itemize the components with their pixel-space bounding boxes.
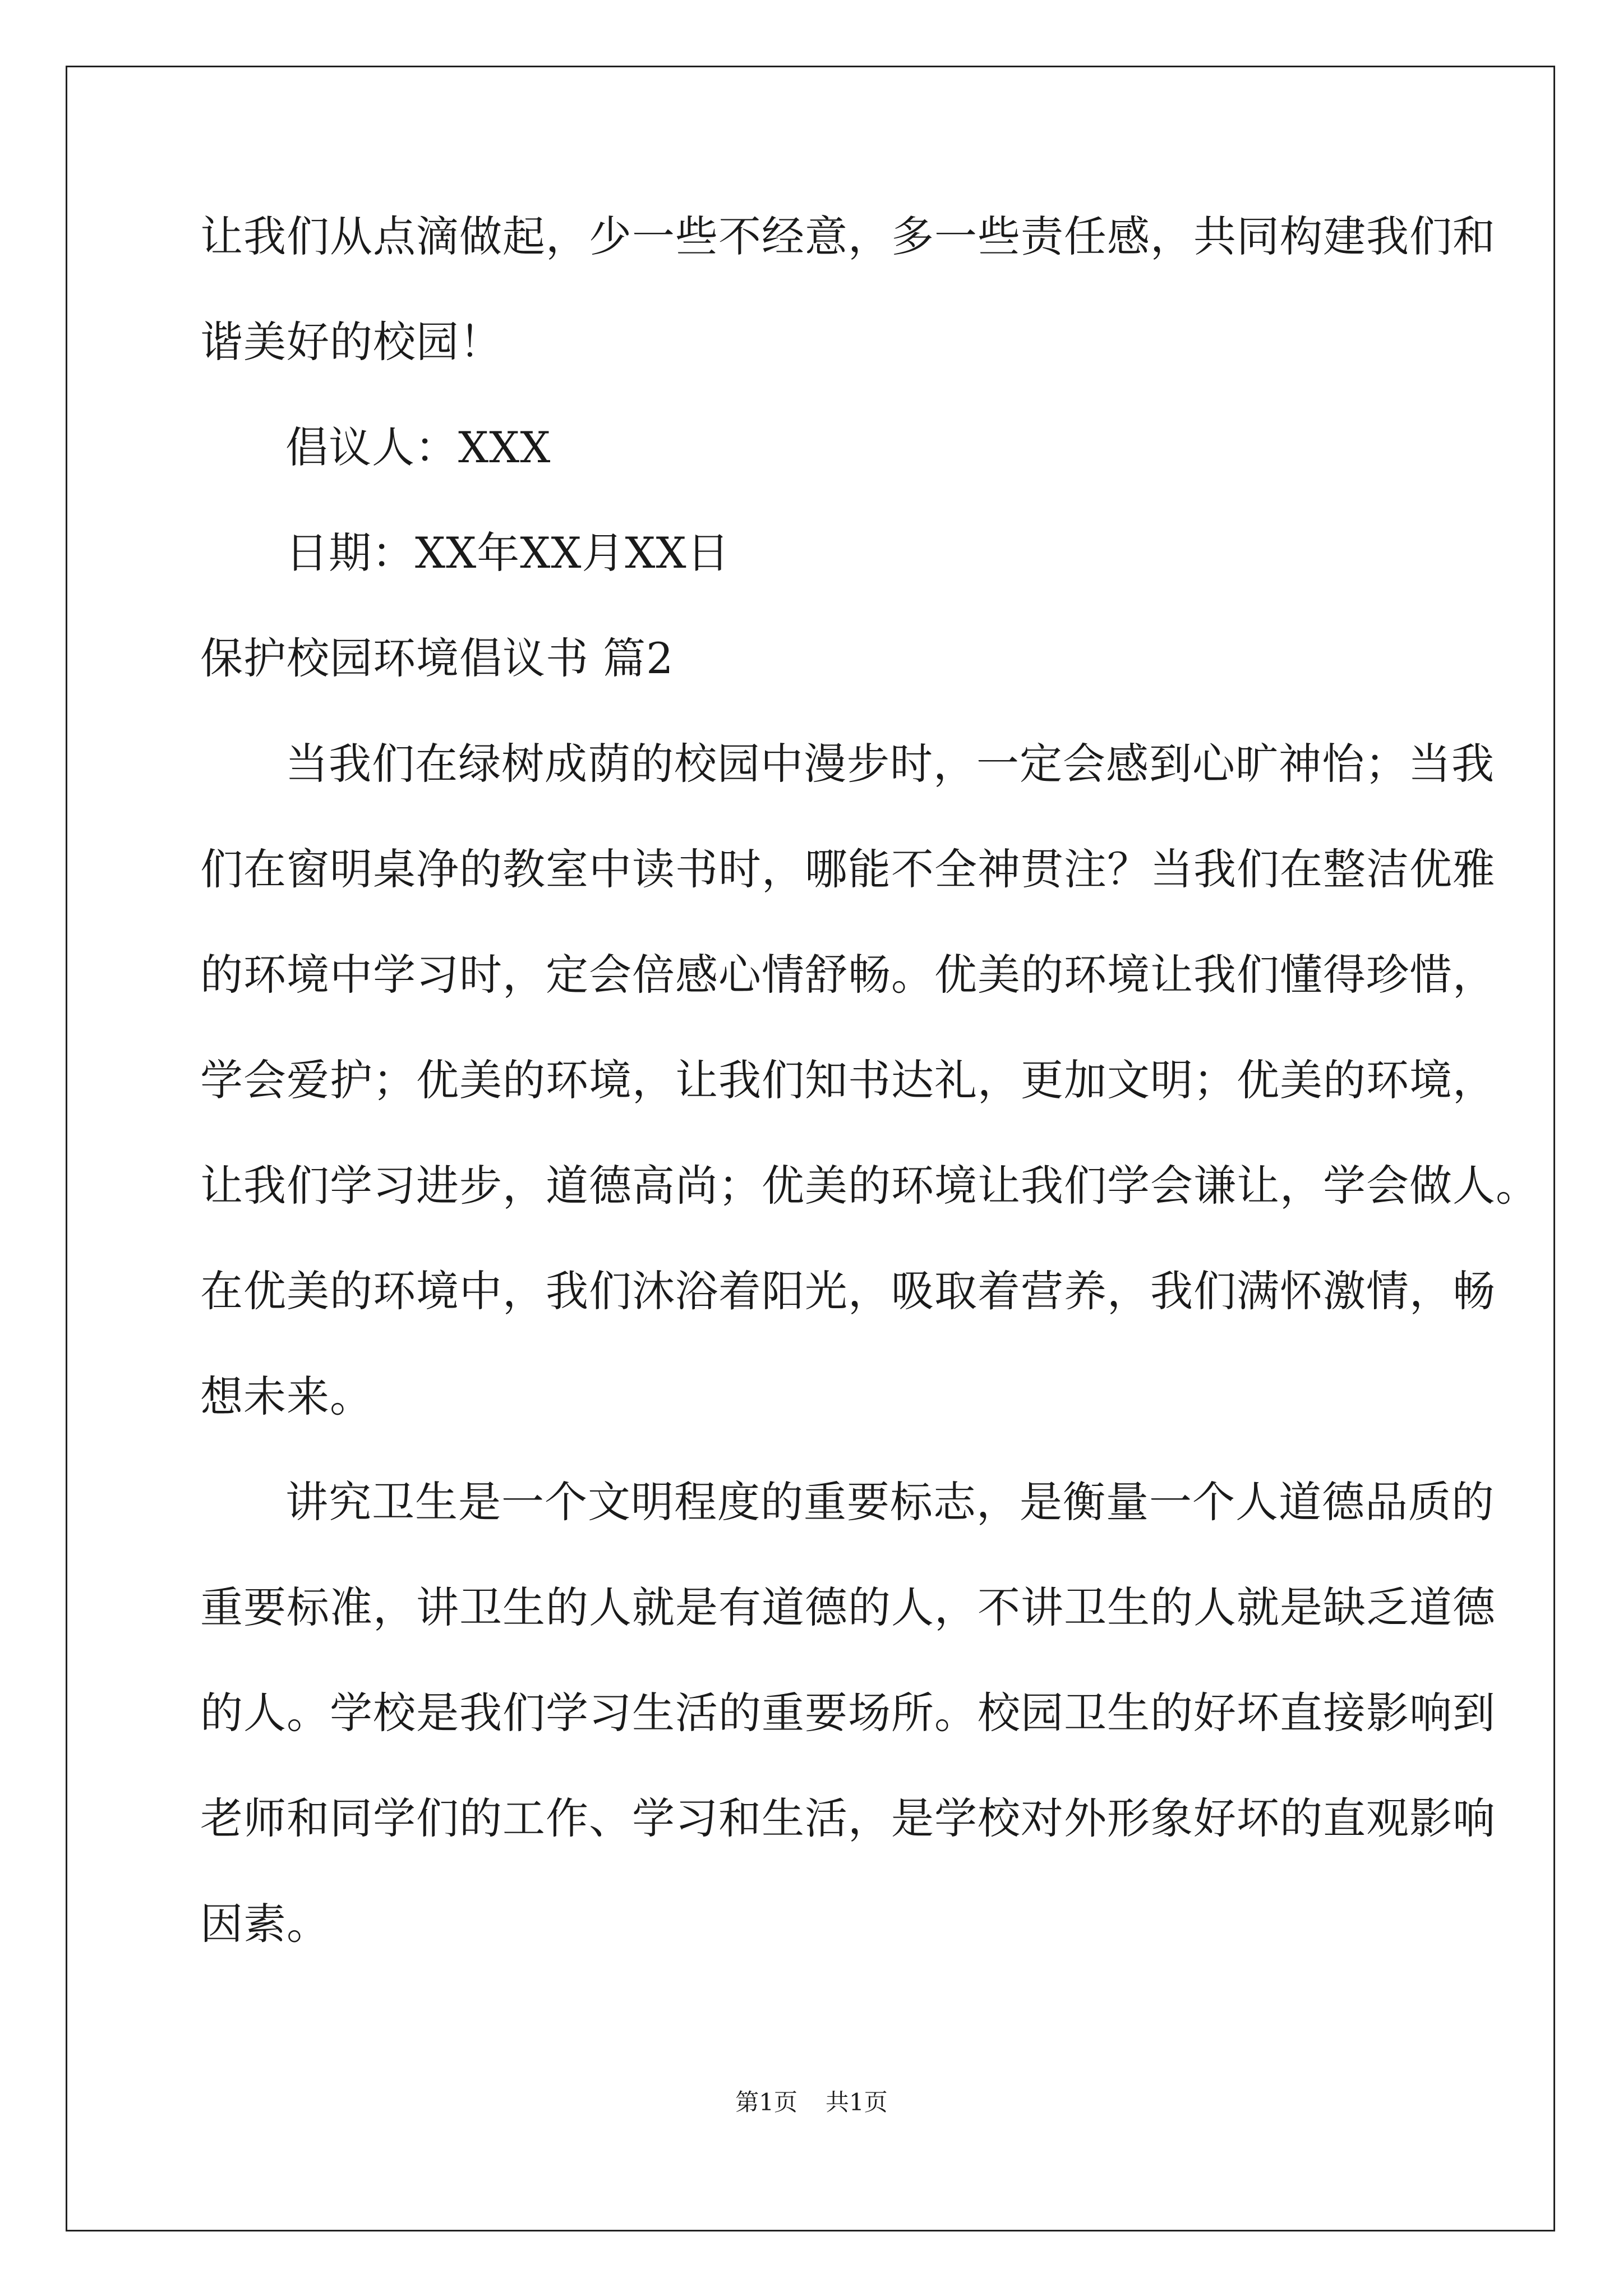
- section-heading: 保护校园环境倡议书 篇2: [200, 633, 674, 683]
- page-total: 共1页: [826, 2088, 888, 2116]
- paragraph-line: 让我们从点滴做起，少一些不经意，多一些责任感，共同构建我们和: [200, 211, 1496, 261]
- paragraph-line: 的人。学校是我们学习生活的重要场所。校园卫生的好坏直接影响到: [200, 1688, 1496, 1738]
- page-number: 第1页: [735, 2088, 797, 2116]
- paragraph-line: 的环境中学习时，定会倍感心情舒畅。优美的环境让我们懂得珍惜，: [200, 950, 1496, 1000]
- paragraph-line: 重要标准，讲卫生的人就是有道德的人，不讲卫生的人就是缺乏道德: [200, 1582, 1496, 1632]
- page-footer: [0, 2087, 1623, 2118]
- paragraph-line: 当我们在绿树成荫的校园中漫步时，一定会感到心旷神怡；当我: [285, 739, 1495, 789]
- paragraph-line: 谐美好的校园！: [200, 317, 502, 367]
- paragraph-line: 学会爱护；优美的环境，让我们知书达礼，更加文明；优美的环境，: [200, 1055, 1496, 1105]
- date-line: 日期：XX年XX月XX日: [285, 528, 730, 578]
- paragraph-line: 老师和同学们的工作、学习和生活，是学校对外形象好坏的直观影响: [200, 1793, 1496, 1843]
- paragraph-line: 让我们学习进步，道德高尚；优美的环境让我们学会谦让，学会做人。: [200, 1161, 1539, 1211]
- paragraph-line: 们在窗明桌净的教室中读书时，哪能不全神贯注？当我们在整洁优雅: [200, 844, 1496, 894]
- proposer-line: 倡议人：XXX: [285, 422, 551, 472]
- paragraph-line: 想未来。: [200, 1372, 373, 1421]
- paragraph-line: 因素。: [200, 1899, 330, 1949]
- paragraph-line: 讲究卫生是一个文明程度的重要标志，是衡量一个人道德品质的: [285, 1477, 1495, 1527]
- paragraph-line: 在优美的环境中，我们沐浴着阳光，吸取着营养，我们满怀激情，畅: [200, 1266, 1496, 1316]
